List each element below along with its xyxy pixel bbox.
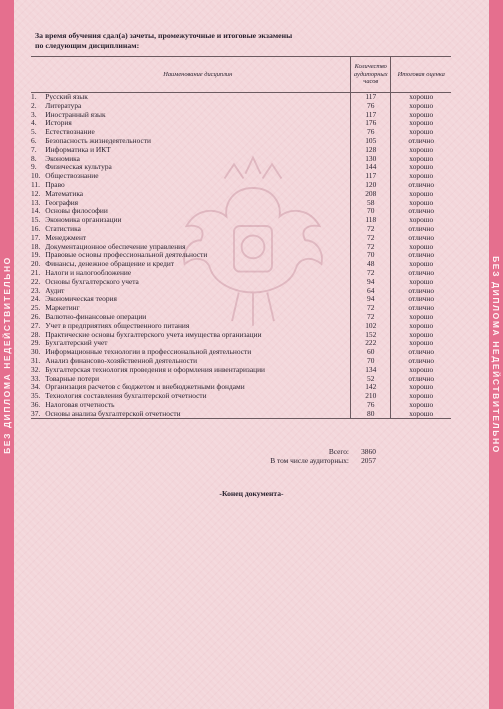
subject-grade: отлично (408, 295, 435, 304)
left-security-stripe (0, 0, 14, 709)
subject-hours: 72 (351, 225, 391, 234)
subject-number: 18. (31, 242, 41, 251)
subject-name: Организация расчетов с бюджетом и внебюджетными фондами (45, 383, 245, 392)
table-row (31, 322, 451, 331)
subject-name: Валютно-финансовые операции (45, 312, 147, 321)
subject-grade: хорошо (409, 400, 434, 409)
subject-number: 17. (31, 233, 41, 242)
subject-name: Экономика организации (45, 216, 122, 225)
right-stripe-text: БЕЗ ДИПЛОМА НЕДЕЙСТВИТЕЛЬНО (491, 255, 502, 454)
subject-hours: 60 (351, 348, 391, 357)
subject-name: Аудит (45, 286, 65, 295)
subject-grade: хорошо (409, 110, 434, 119)
subject-number: 9. (31, 163, 37, 172)
table-row (31, 207, 451, 216)
header-line-1: За время обучения сдал(а) зачеты, промежуточные и итоговые экзамены (35, 31, 293, 40)
subject-grade: отлично (408, 207, 435, 216)
table-row (31, 375, 451, 384)
grades-table (31, 56, 451, 419)
subject-grade: отлично (408, 286, 435, 295)
subject-number: 13. (31, 198, 41, 207)
subject-grade: отлично (408, 180, 435, 189)
subject-number: 7. (31, 145, 37, 154)
subject-grade: хорошо (409, 198, 434, 207)
subject-grade: хорошо (409, 101, 434, 110)
subject-number: 30. (31, 348, 41, 357)
subject-number: 3. (31, 110, 37, 119)
table-row (31, 287, 451, 296)
subject-name: Налоги и налогообложение (45, 268, 132, 277)
subject-grade: хорошо (409, 277, 434, 286)
subject-name: Правовые основы профессиональной деятельности (45, 251, 208, 260)
subject-name: Экономическая теория (45, 295, 117, 304)
subject-number: 29. (31, 339, 41, 348)
document-header (35, 31, 435, 51)
table-row (31, 111, 451, 120)
subject-hours: 72 (351, 304, 391, 313)
subject-number: 8. (31, 154, 37, 163)
subject-grade: отлично (408, 304, 435, 313)
table-row (31, 128, 451, 137)
subject-number: 35. (31, 392, 41, 401)
table-body (31, 93, 451, 419)
subject-hours: 72 (351, 269, 391, 278)
subject-name: Бухгалтерская технология проведения и оформления инвентаризации (45, 365, 265, 374)
table-row (31, 243, 451, 252)
subject-name: Маркетинг (45, 304, 80, 313)
subject-hours: 94 (351, 278, 391, 287)
subject-grade: отлично (408, 233, 435, 242)
subject-grade: отлично (408, 268, 435, 277)
header-line-2: по следующим дисциплинам: (35, 41, 140, 50)
subject-hours: 76 (351, 102, 391, 111)
subject-name: Документационное обеспечение управления (45, 242, 186, 251)
subject-grade: отлично (408, 348, 435, 357)
subject-name: Анализ финансово-хозяйственной деятельности (45, 356, 198, 365)
subject-grade: хорошо (409, 145, 434, 154)
table-header-row (31, 57, 451, 93)
subject-name: География (45, 198, 79, 207)
table-row (31, 401, 451, 410)
subject-number: 19. (31, 251, 41, 260)
subject-name: Основы бухгалтерского учета (45, 277, 139, 286)
subject-hours: 105 (351, 137, 391, 146)
auditory-value: 2057 (361, 455, 376, 465)
column-header-hours: Количество аудиторных часов (351, 57, 391, 93)
table-row (31, 181, 451, 190)
table-row (31, 304, 451, 313)
subject-name: Иностранный язык (45, 110, 106, 119)
subject-name: Менеджмент (45, 233, 87, 242)
subject-number: 4. (31, 119, 37, 128)
table-row (31, 357, 451, 366)
table-row (31, 392, 451, 401)
table-row (31, 269, 451, 278)
subject-grade: хорошо (409, 189, 434, 198)
subject-grade: хорошо (409, 216, 434, 225)
subject-name: Практические основы бухгалтерского учета имущества организации (45, 330, 262, 339)
subject-name: Учет в предприятиях общественного питания (45, 321, 190, 330)
table-row (31, 331, 451, 340)
subject-hours: 72 (351, 313, 391, 322)
subject-number: 11. (31, 180, 40, 189)
subject-grade: отлично (408, 136, 435, 145)
table-row (31, 199, 451, 208)
subject-name: Основы анализа бухгалтерской отчетности (40, 410, 351, 419)
subject-number: 28. (31, 330, 41, 339)
subject-grade: хорошо (409, 242, 434, 251)
table-row (31, 155, 451, 164)
subject-number: 25. (31, 304, 41, 313)
subject-hours: 58 (351, 199, 391, 208)
subject-grade: хорошо (409, 312, 434, 321)
subject-number: 1. (31, 92, 37, 101)
subject-name: Физическая культура (45, 163, 112, 172)
subject-name: Русский язык (45, 92, 88, 101)
subject-hours: 128 (351, 146, 391, 155)
subject-number: 16. (31, 224, 41, 233)
subject-number: 20. (31, 260, 41, 269)
subject-hours: 120 (351, 181, 391, 190)
subject-number: 26. (31, 312, 41, 321)
subject-name: Информатика и ИКТ (45, 145, 111, 154)
subject-number: 12. (31, 189, 41, 198)
subject-name: Обществознание (45, 172, 99, 181)
table-row (31, 295, 451, 304)
subject-name: Налоговая отчетность (45, 400, 115, 409)
subject-hours: 102 (351, 322, 391, 331)
subject-number: 23. (31, 286, 41, 295)
totals-block (244, 448, 388, 466)
subject-hours: 130 (351, 155, 391, 164)
subject-grade: хорошо (409, 119, 434, 128)
subject-hours: 48 (351, 260, 391, 269)
subject-name: Естествознание (45, 128, 95, 137)
subject-name: Бухгалтерский учет (45, 339, 108, 348)
subject-grade: хорошо (409, 260, 434, 269)
column-header-name: Наименование дисциплин (40, 57, 351, 93)
table-row (31, 93, 451, 102)
subject-grade: хорошо (391, 410, 452, 419)
subject-number: 21. (31, 268, 41, 277)
subject-hours: 144 (351, 163, 391, 172)
subject-hours: 70 (351, 251, 391, 260)
total-value: 3860 (361, 447, 376, 456)
subject-grade: хорошо (409, 392, 434, 401)
subject-hours: 134 (351, 366, 391, 375)
subject-hours: 76 (351, 401, 391, 410)
subject-grade: хорошо (409, 339, 434, 348)
subject-number: 14. (31, 207, 41, 216)
left-stripe-text: БЕЗ ДИПЛОМА НЕДЕЙСТВИТЕЛЬНО (2, 255, 13, 454)
subject-number: 24. (31, 295, 41, 304)
auditory-label: В том числе аудиторных: (270, 455, 349, 465)
subject-number: 32. (31, 365, 41, 374)
subject-name: Информационные технологии в профессиональной деятельности (45, 348, 252, 357)
subject-name: Технология составления бухгалтерской отчетности (45, 392, 207, 401)
table-row (31, 190, 451, 199)
table-row (31, 102, 451, 111)
subject-name: Основы философии (45, 207, 108, 216)
subject-hours: 208 (351, 190, 391, 199)
subject-number: 22. (31, 277, 41, 286)
table-row (31, 163, 451, 172)
table-row (31, 119, 451, 128)
subject-name: Право (45, 180, 65, 189)
table-row (31, 172, 451, 181)
subject-number: 33. (31, 374, 41, 383)
table-row (31, 234, 451, 243)
subject-hours: 94 (351, 295, 391, 304)
subject-hours: 76 (351, 128, 391, 137)
subject-number: 15. (31, 216, 41, 225)
subject-number: 10. (31, 172, 41, 181)
table-row (31, 410, 451, 419)
subject-number: 27. (31, 321, 41, 330)
table-row (31, 278, 451, 287)
table-row (31, 225, 451, 234)
subject-grade: хорошо (409, 154, 434, 163)
table-row (31, 366, 451, 375)
subject-grade: хорошо (409, 172, 434, 181)
subject-grade: хорошо (409, 365, 434, 374)
subject-number: 34. (31, 383, 41, 392)
table-row (31, 313, 451, 322)
subject-hours: 222 (351, 339, 391, 348)
table-row (31, 383, 451, 392)
subject-hours: 70 (351, 357, 391, 366)
subject-hours: 210 (351, 392, 391, 401)
subject-hours: 117 (351, 172, 391, 181)
subject-hours: 64 (351, 287, 391, 296)
subject-grade: отлично (408, 251, 435, 260)
subject-grade: хорошо (409, 92, 434, 101)
subject-name: История (45, 119, 72, 128)
subject-grade: хорошо (409, 128, 434, 137)
table-row (31, 137, 451, 146)
subject-name: Товарные потери (45, 374, 100, 383)
subject-grade: отлично (408, 356, 435, 365)
subject-hours: 52 (351, 375, 391, 384)
subject-name: Экономика (45, 154, 80, 163)
column-header-grade: Итоговая оценка (391, 57, 452, 93)
table-row (31, 146, 451, 155)
total-label: Всего: (328, 447, 349, 456)
subject-hours: 117 (351, 111, 391, 120)
subject-number: 36. (31, 400, 41, 409)
subject-grade: хорошо (409, 383, 434, 392)
table-row (31, 251, 451, 260)
subject-hours: 80 (351, 410, 391, 419)
subject-name: Математика (45, 189, 84, 198)
subject-number: 2. (31, 101, 37, 110)
subject-name: Литература (45, 101, 82, 110)
subject-hours: 118 (351, 216, 391, 225)
subject-hours: 117 (351, 93, 391, 102)
table-row (31, 260, 451, 269)
table-row (31, 348, 451, 357)
subject-hours: 70 (351, 207, 391, 216)
subject-number: 6. (31, 136, 37, 145)
subject-name: Статистика (45, 224, 81, 233)
subject-name: Финансы, денежное обращение и кредит (45, 260, 175, 269)
subject-grade: хорошо (409, 321, 434, 330)
subject-number: 37. (31, 409, 41, 418)
subject-grade: хорошо (409, 163, 434, 172)
end-of-document: -Конец документа- (219, 489, 284, 498)
subject-grade: отлично (408, 374, 435, 383)
table-row (31, 339, 451, 348)
subject-hours: 152 (351, 331, 391, 340)
subject-grade: хорошо (409, 330, 434, 339)
table-row (31, 216, 451, 225)
subject-hours: 72 (351, 234, 391, 243)
subject-name: Безопасность жизнедеятельности (45, 136, 151, 145)
subject-number: 31. (31, 356, 41, 365)
subject-grade: отлично (408, 224, 435, 233)
subject-hours: 176 (351, 119, 391, 128)
subject-hours: 72 (351, 243, 391, 252)
auditory-total-row (244, 457, 388, 466)
subject-number: 5. (31, 128, 37, 137)
subject-hours: 142 (351, 383, 391, 392)
right-security-stripe (489, 0, 503, 709)
